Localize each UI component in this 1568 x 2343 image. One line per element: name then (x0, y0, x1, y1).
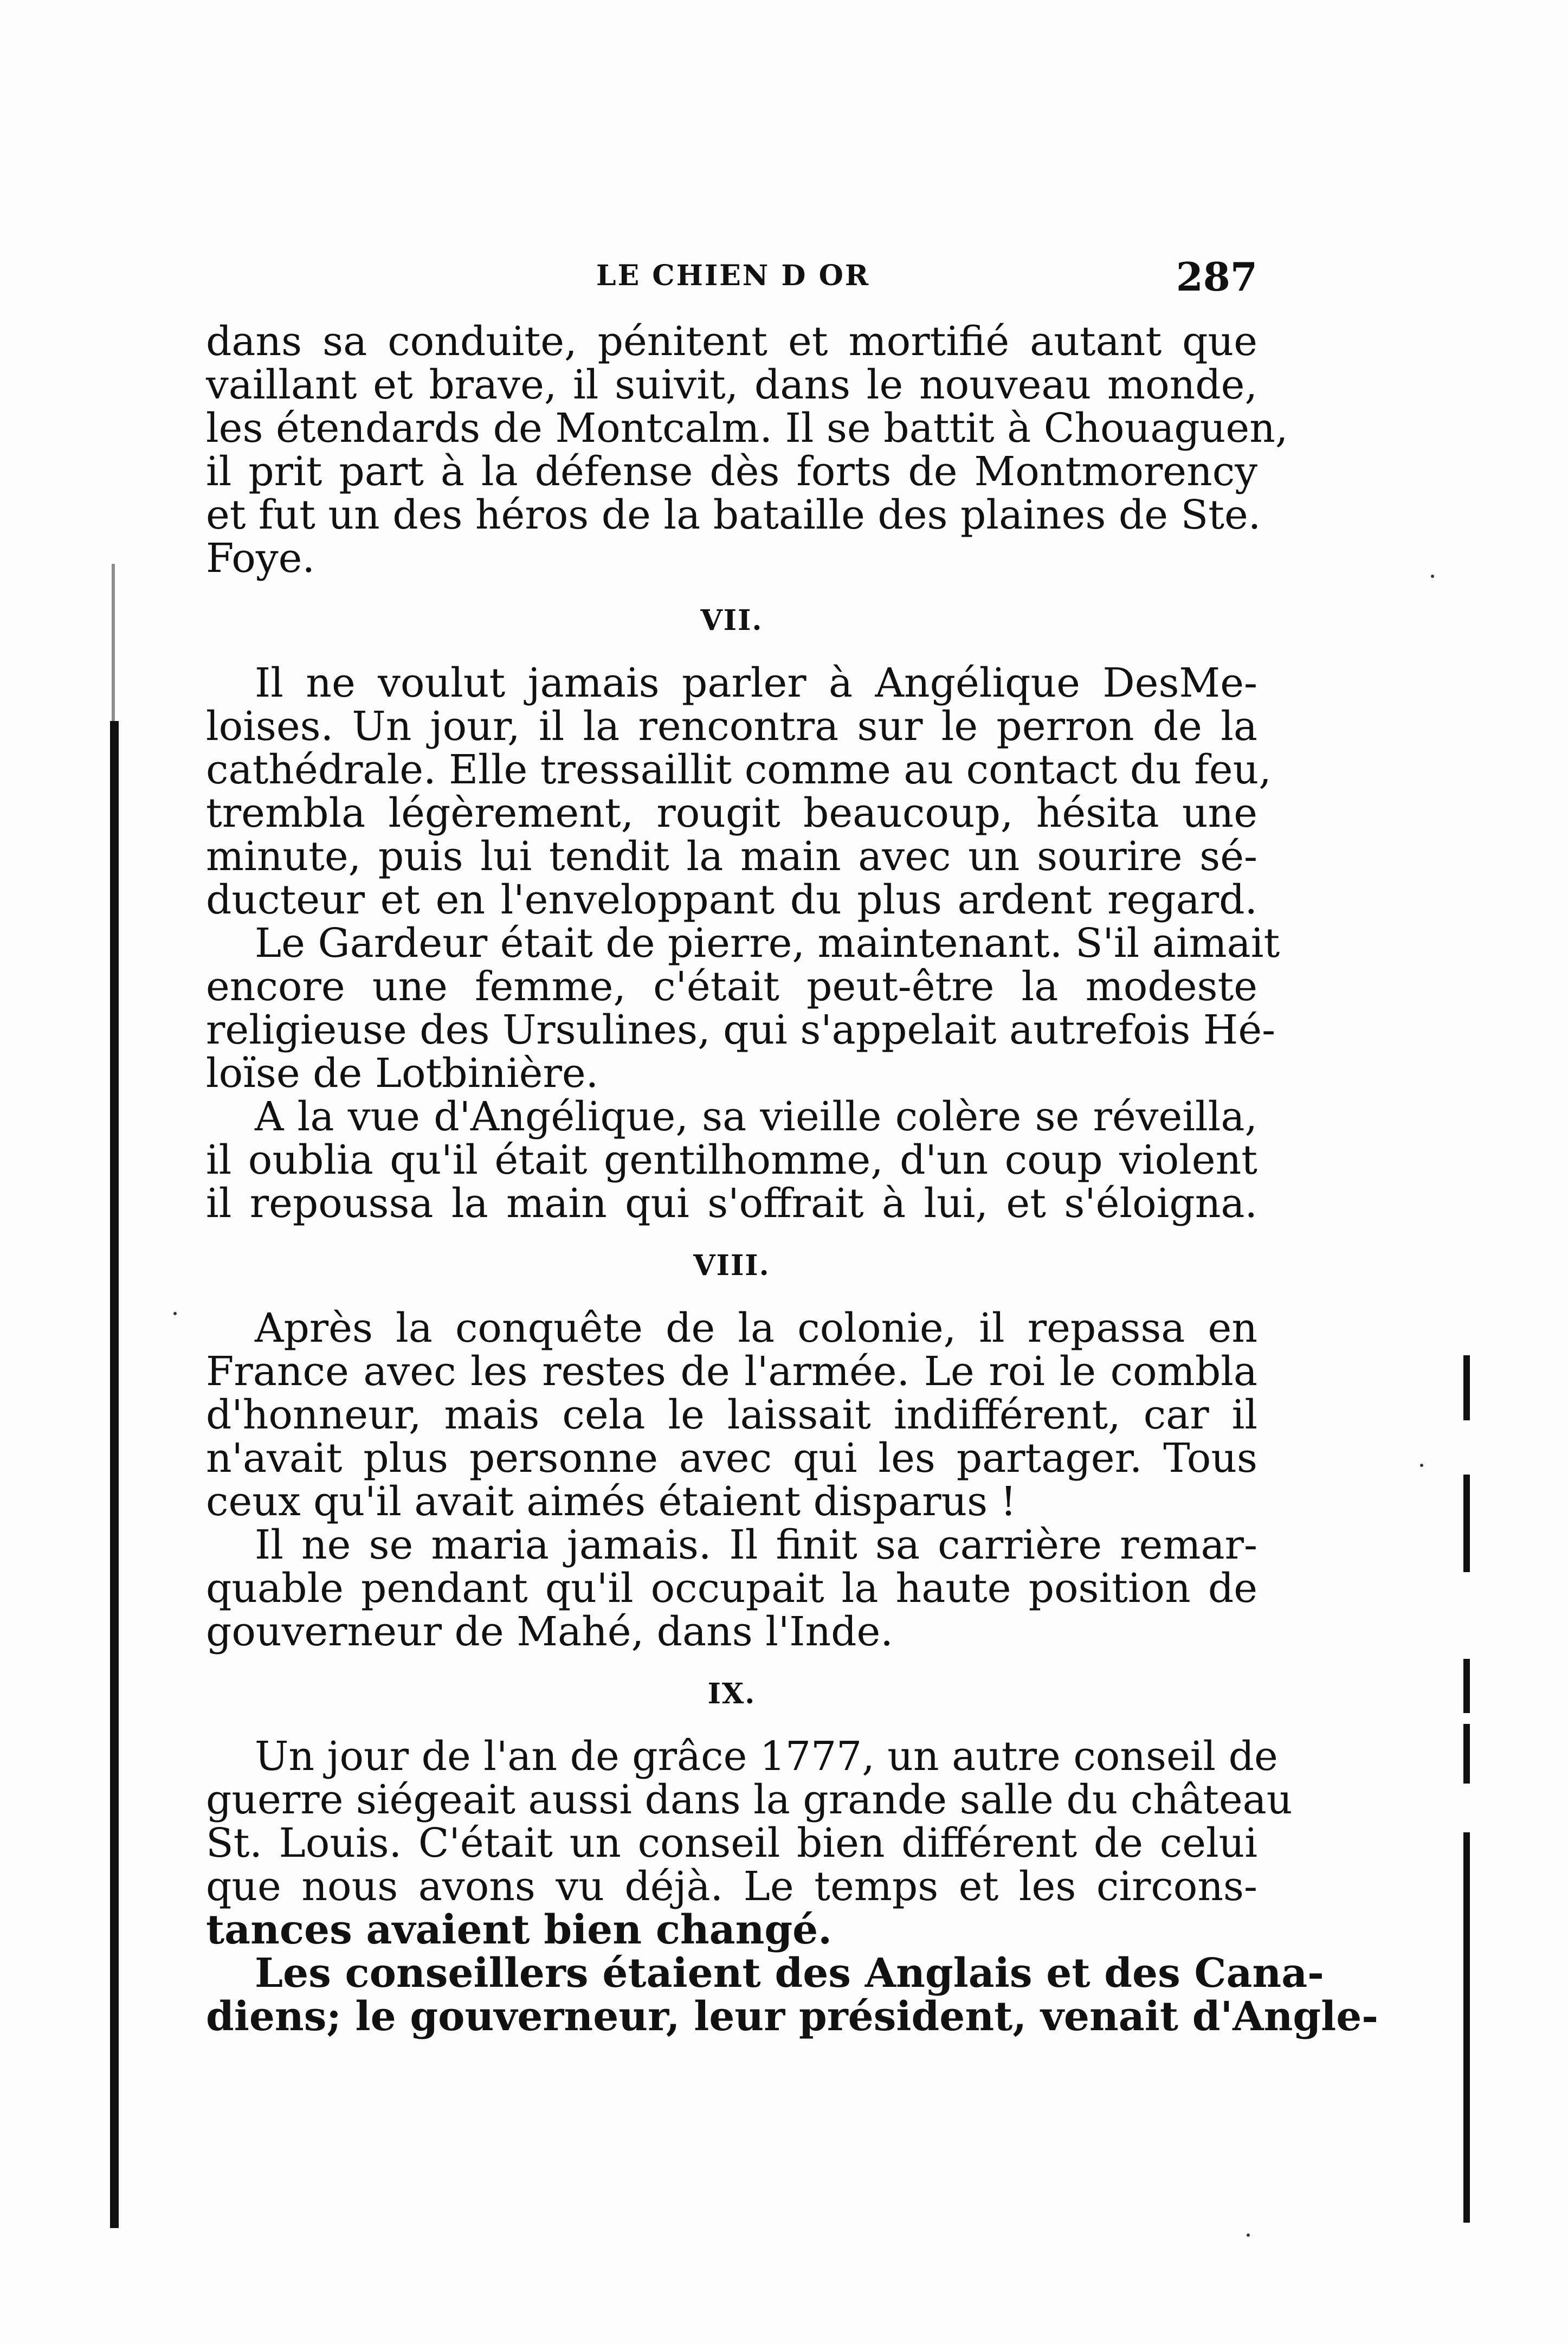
page-number: 287 (1176, 254, 1257, 300)
text-line: vaillant et brave, il suivit, dans le nouveau monde, (206, 362, 1257, 408)
paragraph (206, 920, 1280, 1097)
text-line: il oublia qu'il était gentilhomme, d'un coup violent (206, 1137, 1257, 1183)
running-header (206, 254, 1257, 300)
text-line: Un jour de l'an de grâce 1777, un autre conseil de (255, 1733, 1278, 1780)
paragraph (206, 1733, 1293, 1953)
text-line: et fut un des héros de la bataille des plaines de Ste. (206, 492, 1261, 538)
running-title: LE CHIEN D OR (596, 259, 870, 292)
text-line: gouverneur de Mahé, dans l'Inde. (206, 1608, 893, 1655)
text-line: loises. Un jour, il la rencontra sur le perron de la (206, 703, 1257, 750)
text-line: A la vue d'Angélique, sa vieille colère se réveilla, (255, 1093, 1257, 1140)
text-line: France avec les restes de l'armée. Le roi le combla (206, 1348, 1257, 1395)
text-line: religieuse des Ursulines, qui s'appelait autrefois Hé- (206, 1007, 1276, 1053)
text-line: Après la conquête de la colonie, il repassa en (255, 1305, 1257, 1351)
text-line: Il ne se maria jamais. Il finit sa carrière remar- (255, 1522, 1257, 1568)
text-line: ducteur et en l'enveloppant du plus ardent regard. (206, 877, 1257, 923)
text-line: il prit part à la défense dès forts de Montmorency (206, 448, 1257, 495)
scan-edge-mark (1463, 1355, 1470, 1420)
text-line: diens; le gouverneur, leur président, venait d'Angle- (206, 1993, 1379, 2040)
section-heading-vii: VII. (700, 604, 763, 637)
text-line: d'honneur, mais cela le laissait indifférent, car il (206, 1392, 1257, 1438)
binding-edge (110, 721, 119, 2228)
scan-speck (1247, 2233, 1250, 2237)
scan-edge-mark (1463, 1475, 1470, 1572)
scan-edge-mark (1463, 1724, 1470, 1784)
text-line: il repoussa la main qui s'offrait à lui, et s'éloigna. (206, 1180, 1257, 1227)
text-line: Foye. (206, 535, 315, 582)
section-heading-ix: IX. (707, 1677, 756, 1710)
text-line: ceux qu'il avait aimés étaient disparus ! (206, 1478, 1017, 1525)
paragraph (206, 1950, 1379, 2040)
text-line: guerre siégeait aussi dans la grande salle du château (206, 1776, 1293, 1823)
text-line: encore une femme, c'était peut-être la modeste (206, 963, 1257, 1010)
text-line: quable pendant qu'il occupait la haute position de (206, 1565, 1257, 1612)
text-line: minute, puis lui tendit la main avec un sourire sé- (206, 833, 1257, 880)
section-heading-viii: VIII. (693, 1249, 770, 1282)
text-line: Les conseillers étaient des Anglais et des Cana- (255, 1950, 1324, 1997)
scan-speck (173, 1312, 177, 1315)
scan-speck (1431, 575, 1434, 578)
body-text (206, 318, 1379, 2040)
paragraph (206, 1306, 1257, 1523)
paragraph (206, 318, 1288, 582)
text-line: loïse de Lotbinière. (206, 1050, 599, 1097)
paragraph (206, 1523, 1257, 1653)
scan-edge-mark (1463, 1832, 1470, 2223)
text-line: dans sa conduite, pénitent et mortifié autant que (206, 318, 1257, 365)
text-line: trembla légèrement, rougit beaucoup, hésita une (206, 790, 1257, 836)
text-line: St. Louis. C'était un conseil bien différent de celui (206, 1820, 1257, 1866)
text-line: Le Gardeur était de pierre, maintenant. S'il aimait (255, 920, 1280, 967)
scan-edge-mark (1463, 1659, 1470, 1713)
text-line: n'avait plus personne avec qui les partager. Tous (206, 1435, 1257, 1482)
paragraph (206, 1095, 1257, 1225)
text-line: tances avaient bien changé. (206, 1907, 833, 1953)
text-line: cathédrale. Elle tressaillit comme au contact du feu, (206, 746, 1272, 793)
paragraph (206, 660, 1272, 923)
text-line: les étendards de Montcalm. Il se battit à Chouaguen, (206, 405, 1288, 452)
binding-shadow (112, 564, 115, 721)
text-line: Il ne voulut jamais parler à Angélique DesMe- (255, 660, 1257, 706)
scan-speck (1420, 1464, 1423, 1467)
text-line: que nous avons vu déjà. Le temps et les circons- (206, 1863, 1257, 1910)
